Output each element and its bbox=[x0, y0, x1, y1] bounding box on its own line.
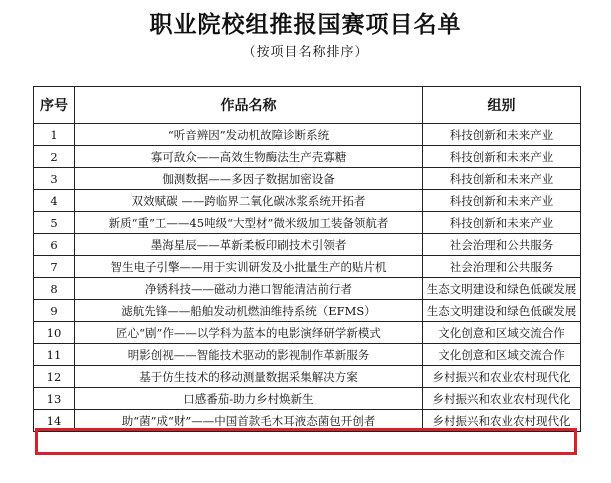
row-index: 5 bbox=[34, 212, 75, 234]
table-row bbox=[34, 344, 581, 366]
row-index: 3 bbox=[34, 168, 75, 190]
row-group: 生态文明建设和绿色低碳发展 bbox=[423, 300, 581, 322]
row-project-name: 双效赋碳 ——跨临界二氧化碳冰浆系统开拓者 bbox=[75, 190, 423, 212]
row-index: 14 bbox=[34, 410, 75, 432]
row-project-name: 基于仿生技术的移动测量数据采集解决方案 bbox=[75, 366, 423, 388]
row-project-name: 智生电子引擎——用于实训研发及小批量生产的贴片机 bbox=[75, 256, 423, 278]
row-group: 科技创新和未来产业 bbox=[423, 212, 581, 234]
row-index: 8 bbox=[34, 278, 75, 300]
row-group: 科技创新和未来产业 bbox=[423, 124, 581, 146]
row-index: 11 bbox=[34, 344, 75, 366]
document-subtitle: （按项目名称排序） bbox=[242, 45, 369, 60]
row-group: 乡村振兴和农业农村现代化 bbox=[423, 366, 581, 388]
row-index: 9 bbox=[34, 300, 75, 322]
row-project-name: “听音辨因”发动机故障诊断系统 bbox=[75, 124, 423, 146]
row-project-name: 寡可敌众——高效生物酶法生产壳寡糖 bbox=[75, 146, 423, 168]
table-row bbox=[34, 190, 581, 212]
row-index: 10 bbox=[34, 322, 75, 344]
row-group: 科技创新和未来产业 bbox=[423, 168, 581, 190]
row-index: 2 bbox=[34, 146, 75, 168]
row-index: 13 bbox=[34, 388, 75, 410]
header-index: 序号 bbox=[34, 87, 75, 124]
row-index: 6 bbox=[34, 234, 75, 256]
row-project-name: 墨海星辰——革新柔板印刷技术引领者 bbox=[75, 234, 423, 256]
project-table bbox=[33, 86, 581, 432]
row-index: 7 bbox=[34, 256, 75, 278]
row-project-name: 匠心“剧”作——以学科为蓝本的电影演绎研学新模式 bbox=[75, 322, 423, 344]
row-project-name: 滤航先锋——船舶发动机燃油维持系统（EFMS） bbox=[75, 300, 423, 322]
row-index: 12 bbox=[34, 366, 75, 388]
row-project-name: 净锈科技——磁动力港口智能清洁前行者 bbox=[75, 278, 423, 300]
row-group: 文化创意和区域交流合作 bbox=[423, 322, 581, 344]
row-project-name: 口感番茄-助力乡村焕新生 bbox=[75, 388, 423, 410]
row-group: 文化创意和区域交流合作 bbox=[423, 344, 581, 366]
table-row bbox=[34, 278, 581, 300]
row-project-name: 伽测数据——多因子数据加密设备 bbox=[75, 168, 423, 190]
table-row bbox=[34, 212, 581, 234]
row-project-name: 新质“重”工——45吨级“大型材”微米级加工装备领航者 bbox=[75, 212, 423, 234]
table-row bbox=[34, 300, 581, 322]
table-row bbox=[34, 168, 581, 190]
header-group: 组别 bbox=[423, 87, 581, 124]
table-row bbox=[34, 234, 581, 256]
table-row bbox=[34, 146, 581, 168]
table-row bbox=[34, 322, 581, 344]
row-group: 科技创新和未来产业 bbox=[423, 190, 581, 212]
highlight-box bbox=[35, 428, 577, 455]
row-project-name: 助“菌”成“财”——中国首款毛木耳液态菌包开创者 bbox=[75, 410, 423, 432]
header-project-name: 作品名称 bbox=[75, 87, 423, 124]
table-row-highlighted bbox=[34, 388, 581, 410]
table-row bbox=[34, 124, 581, 146]
row-index: 1 bbox=[34, 124, 75, 146]
row-group: 乡村振兴和农业农村现代化 bbox=[423, 388, 581, 410]
document-title: 职业院校组推报国赛项目名单 bbox=[149, 12, 462, 38]
row-group: 生态文明建设和绿色低碳发展 bbox=[423, 278, 581, 300]
row-group: 社会治理和公共服务 bbox=[423, 234, 581, 256]
row-group: 社会治理和公共服务 bbox=[423, 256, 581, 278]
table-row bbox=[34, 256, 581, 278]
row-group: 乡村振兴和农业农村现代化 bbox=[423, 410, 581, 432]
row-project-name: 明影创视——智能技术驱动的影视制作革新服务 bbox=[75, 344, 423, 366]
table-header-row bbox=[34, 87, 581, 124]
row-index: 4 bbox=[34, 190, 75, 212]
row-group: 科技创新和未来产业 bbox=[423, 146, 581, 168]
table-row bbox=[34, 366, 581, 388]
